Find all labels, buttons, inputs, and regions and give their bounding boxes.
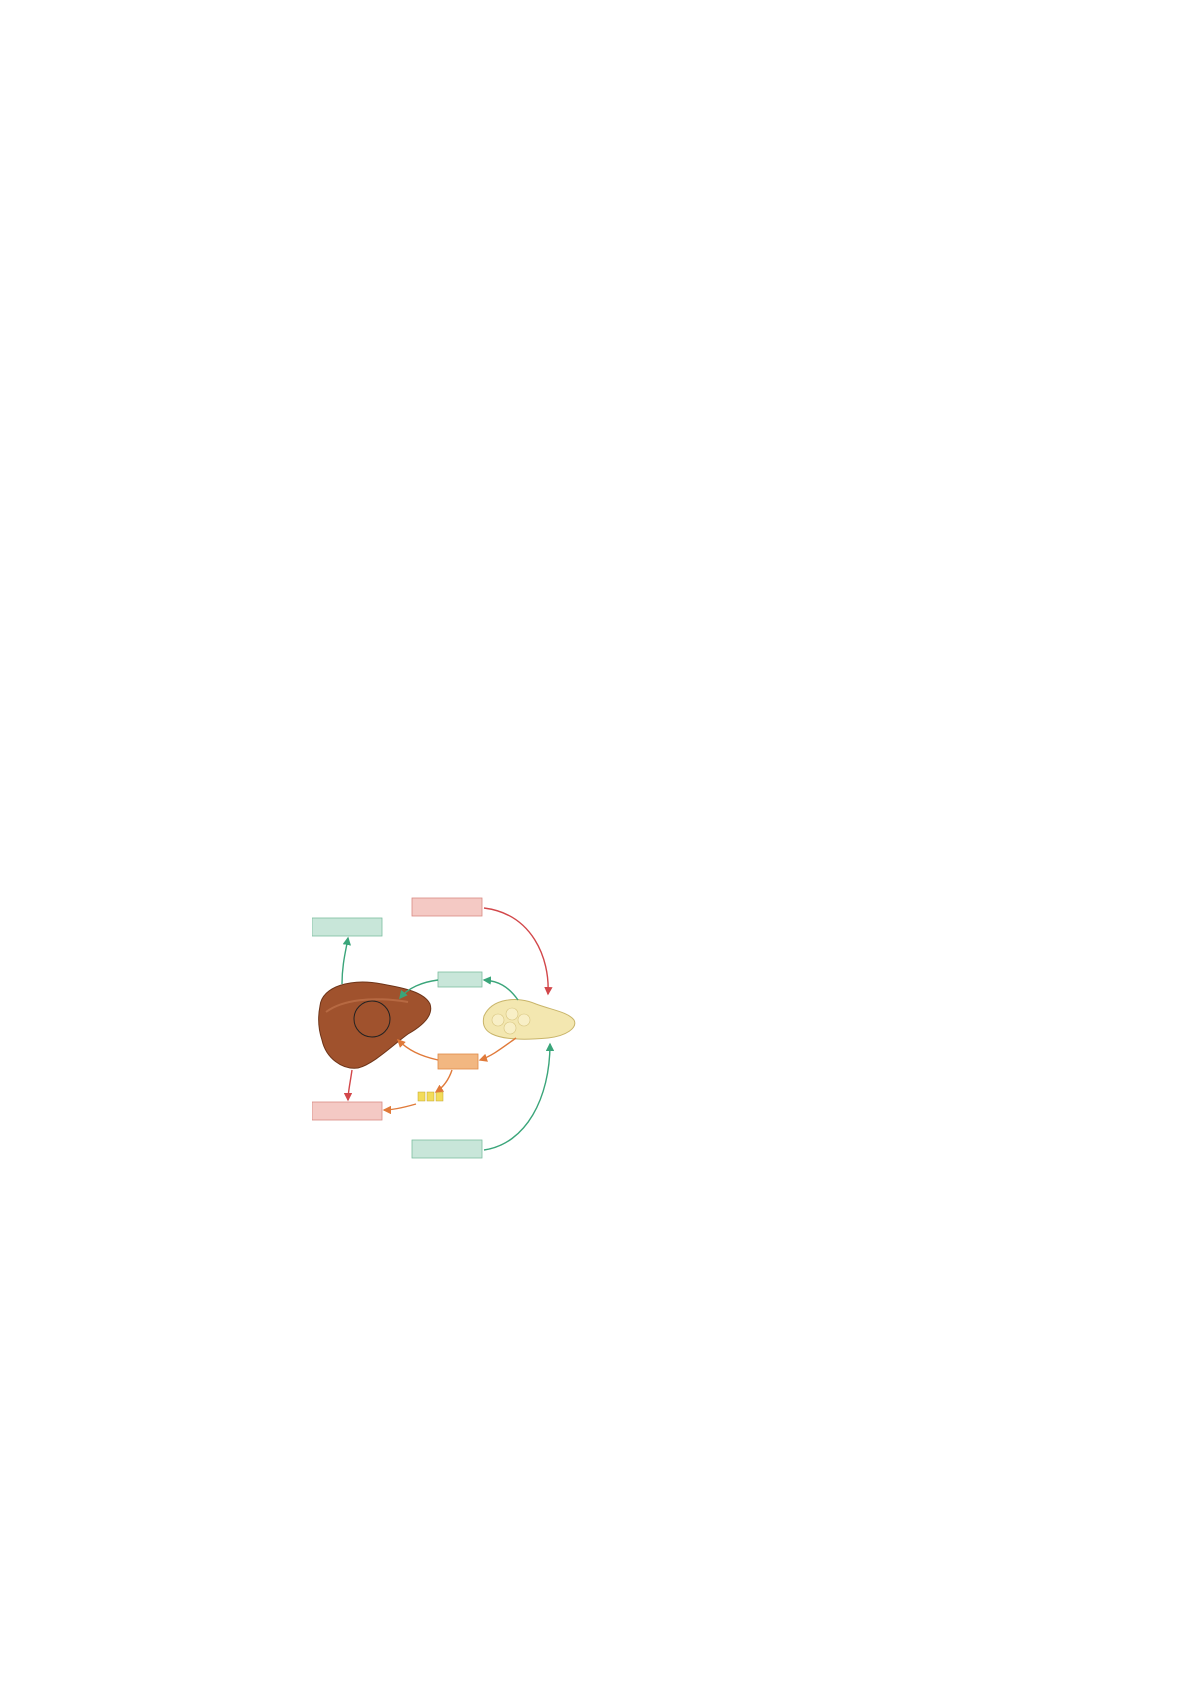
arrow-low-to-pancreas — [484, 1044, 550, 1150]
insulin-box — [438, 1054, 478, 1069]
high-blood-sugar-box — [412, 898, 482, 916]
glucagon-box — [438, 972, 482, 987]
arrow-pancreas-to-glucagon — [484, 980, 518, 1000]
arrow-pancreas-to-insulin — [480, 1038, 516, 1060]
arrow-insulin-to-liver — [398, 1040, 438, 1060]
arrow-liver-to-raises — [342, 938, 348, 984]
low-blood-sugar-box — [412, 1140, 482, 1158]
lowers-blood-sugar-box — [312, 1102, 382, 1120]
raises-blood-sugar-box — [312, 918, 382, 936]
arrow-tissue-to-lowers — [384, 1104, 416, 1110]
glucose-regulation-diagram — [312, 888, 602, 1173]
arrow-insulin-to-tissue — [436, 1070, 452, 1092]
arrow-liver-to-lowers — [348, 1070, 352, 1100]
liver-shape — [319, 982, 431, 1068]
